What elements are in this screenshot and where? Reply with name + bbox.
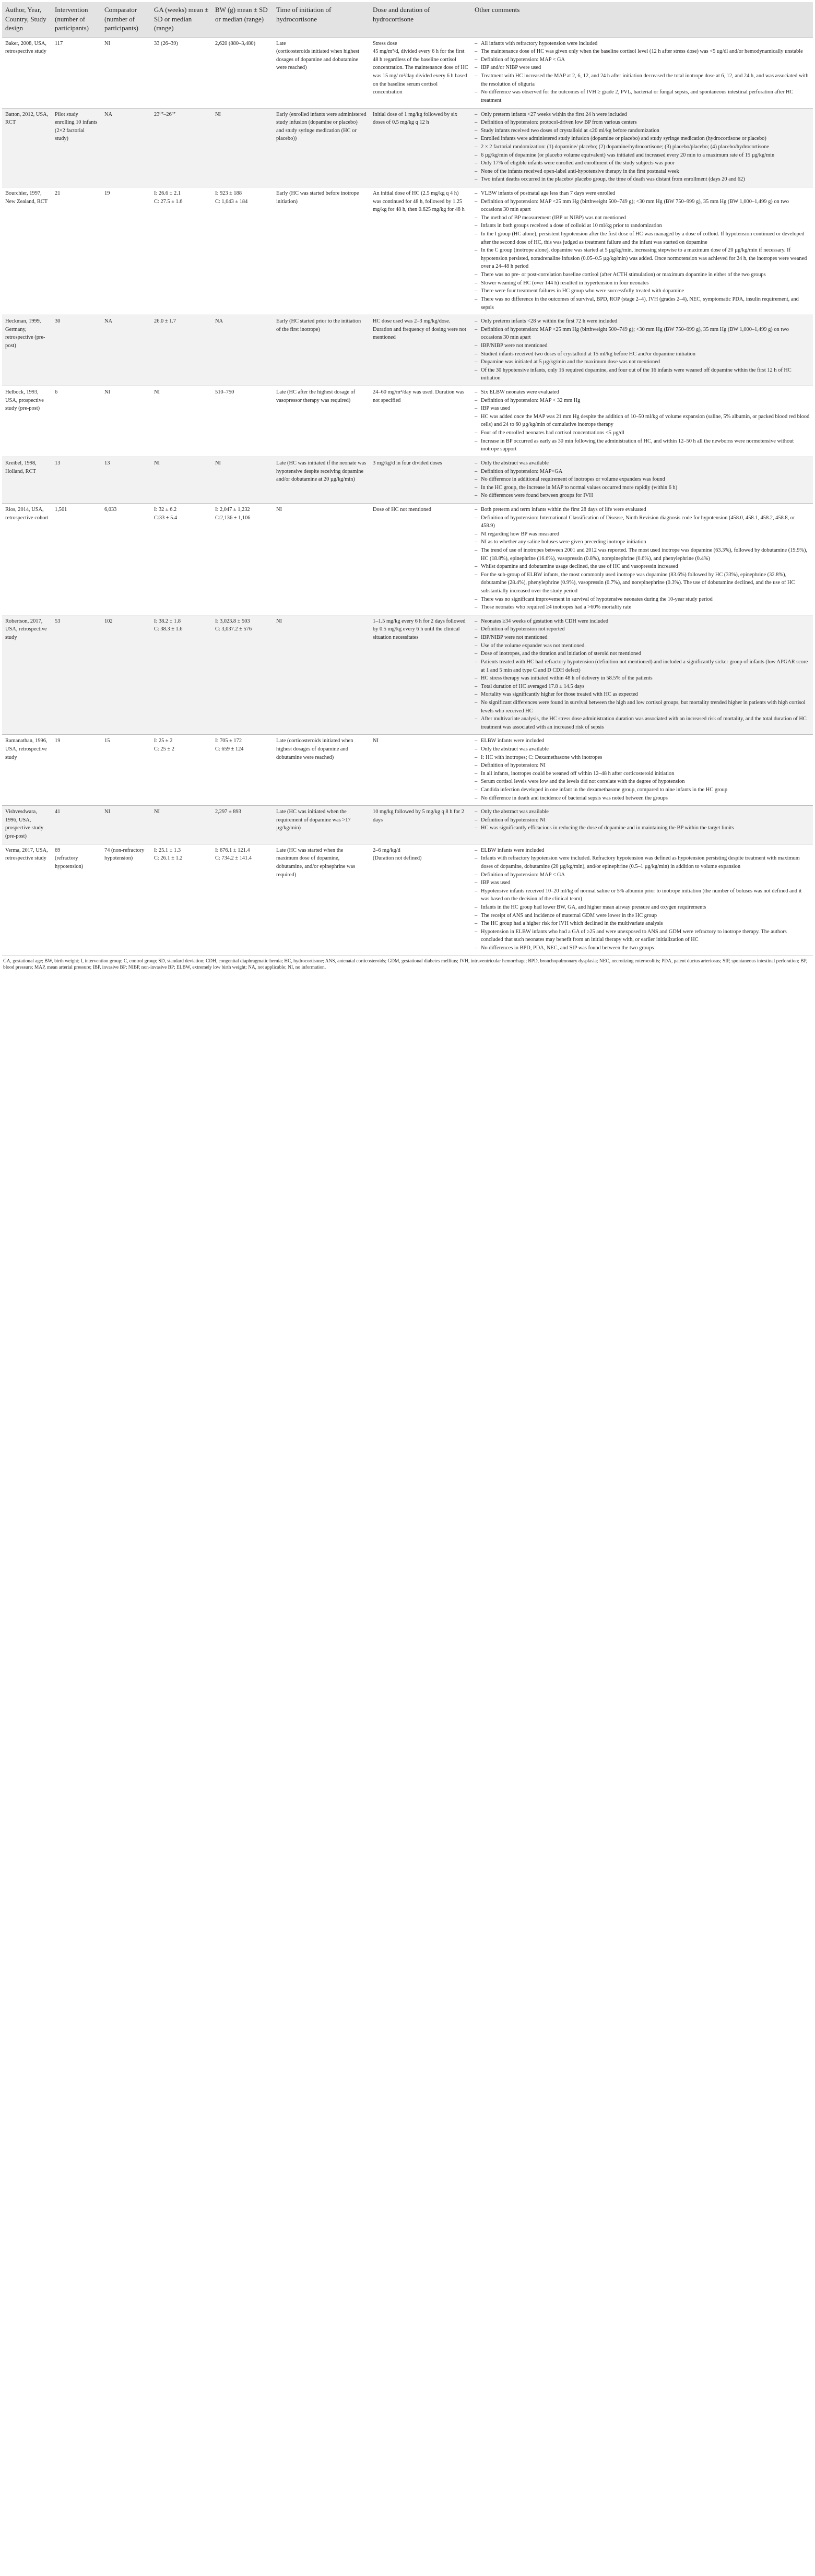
comment-item: – Infants in the HC group had lower BW, GA, and higher mean airway pressure and oxygen requirements xyxy=(480,903,810,912)
table-row xyxy=(2,503,813,615)
ga-cell xyxy=(151,615,212,735)
comment-item: – No differences were found between groups for IVH xyxy=(480,492,810,500)
table-row xyxy=(2,108,813,187)
comment-item: – HC stress therapy was initiated within 48 h of delivery in 58.5% of the patients xyxy=(480,674,810,683)
hc-initiation-cell: NI xyxy=(273,615,370,735)
ga-cell xyxy=(151,315,212,386)
ga-cell xyxy=(151,457,212,503)
column-header: BW (g) mean ± SD or median (range) xyxy=(212,2,273,37)
bw-cell xyxy=(212,187,273,315)
table-body xyxy=(2,37,813,955)
table-row xyxy=(2,844,813,955)
bw-value: I: 2,047 ± 1,232 xyxy=(215,506,250,512)
intervention-cell: 117 xyxy=(52,37,101,108)
comment-item: – All infants with refractory hypotension were included xyxy=(480,40,810,48)
comment-item: – None of the infants received open-label anti-hypotensive therapy in the first postnatal week xyxy=(480,168,810,176)
comment-item: – Only preterm infants <28 w within the first 72 h were included xyxy=(480,317,810,326)
hc-initiation-cell: Late (corticosteroids initiated when highest dosages of dopamine and dobutamine were reached) xyxy=(273,37,370,108)
comment-item: – In the C group (inotrope alone), dopamine was started at 5 µg/kg/min, increasing stepwise to a maximum dose of 20 µg/kg/min if necessary. If hypotension persisted, noradrenaline infusion (0.05–0.5 µg/kg/min) was added. Once normotension was achieved for 24 h, the inotropes were weaned over a 24–48 h period xyxy=(480,246,810,271)
intervention-cell: 21 xyxy=(52,187,101,315)
comment-item: – No difference was observed for the outcomes of IVH ≥ grade 2, PVL, bacterial or fungal sepsis, and spontaneous intestinal perforation after HC treatment xyxy=(480,88,810,104)
bw-value: C: 734.2 ± 141.4 xyxy=(215,855,252,862)
comment-item: – There was no significant improvement in survival of hypotensive neonates during the 10-year study period xyxy=(480,595,810,604)
hc-initiation-cell: Early (HC started prior to the initiation of the first inotrope) xyxy=(273,315,370,386)
table-row xyxy=(2,615,813,735)
comment-item: – Four of the enrolled neonates had cortisol concentrations <5 µg/dl xyxy=(480,429,810,437)
hc-initiation-cell: Early (enrolled infants were administered study infusion (dopamine or placebo) and study syringe medication (HC or placebo)) xyxy=(273,108,370,187)
comment-item: – Definition of hypotension: MAP <25 mm Hg (birthweight 500–749 g); <30 mm Hg (BW 750–999 g), 35 mm Hg (BW 1,000–1,499 g) on two occasions 30 min apart xyxy=(480,198,810,214)
comment-item: – Hypotensive infants received 10–20 ml/kg of normal saline or 5% albumin prior to inotrope initiation (the number of boluses was not defined and it was based on the decision of the clinical team) xyxy=(480,887,810,903)
ga-cell xyxy=(151,844,212,955)
comment-item: – Whilst dopamine and dobutamine usage declined, the use of HC and vasopressin increased xyxy=(480,563,810,571)
comment-item: – There was no difference in the outcomes of survival, BPD, ROP (stage 2–4), IVH (grades 2–4), NEC, symptomatic PDA, insulin requirement, and sepsis xyxy=(480,295,810,312)
hc-dose-cell: Dose of HC not mentioned xyxy=(370,503,471,615)
author-cell: Heckman, 1999, Germany, retrospective (pre-post) xyxy=(2,315,52,386)
comments-cell xyxy=(471,503,813,615)
comment-item: – Of the 30 hypotensive infants, only 16 required dopamine, and four out of the 16 infants were weaned off dopamine within the first 12 h of HC initiation xyxy=(480,366,810,383)
bw-cell xyxy=(212,503,273,615)
comment-item: – Total duration of HC averaged 17.8 ± 14.5 days xyxy=(480,683,810,691)
comparator-cell: 6,033 xyxy=(101,503,151,615)
comments-cell xyxy=(471,844,813,955)
hc-initiation-cell: NI xyxy=(273,503,370,615)
comment-item: – Definition of hypotension not reported xyxy=(480,625,810,634)
comment-item: – Only the abstract was available xyxy=(480,808,810,816)
intervention-cell: 41 xyxy=(52,806,101,844)
comment-item: – Use of the volume expander was not mentioned. xyxy=(480,642,810,650)
comment-item: – ELBW infants were included xyxy=(480,737,810,745)
bw-cell xyxy=(212,457,273,503)
bw-value: 510–750 xyxy=(215,389,234,396)
hc-dose-cell: An initial dose of HC (2.5 mg/kg q 4 h) was continued for 48 h, followed by 1.25 mg/kg for 48 h, then 0.625 mg/kg for 48 h xyxy=(370,187,471,315)
bw-cell xyxy=(212,386,273,457)
comment-item: – Six ELBW neonates were evaluated xyxy=(480,388,810,397)
bw-value: 2,620 (880–3,480) xyxy=(215,40,256,46)
comments-cell xyxy=(471,457,813,503)
comment-item: – No differences in BPD, PDA, NEC, and SIP was found between the two groups xyxy=(480,944,810,952)
comment-item: – Definition of hypotension: MAP <25 mm Hg (birthweight 500–749 g); <30 mm Hg (BW 750–999 g), 35 mm Hg (BW 1,000–1,499 g) on two occasions 30 min apart xyxy=(480,326,810,342)
comment-item: – The maintenance dose of HC was given only when the baseline cortisol level (12 h after stress dose) was <5 ug/dl and/or hemodynamically unstable xyxy=(480,47,810,56)
bw-value: NI xyxy=(215,111,221,117)
comments-list xyxy=(475,808,810,832)
ga-value: C:33 ± 5.4 xyxy=(154,515,178,521)
ga-cell xyxy=(151,37,212,108)
comment-item: – In the HC group, the increase in MAP to normal values occurred more rapidly (within 6 h) xyxy=(480,484,810,492)
comparator-cell: 13 xyxy=(101,457,151,503)
comment-item: – Only the abstract was available xyxy=(480,745,810,754)
ga-value: 23⁰⁷–26⁶⁷ xyxy=(154,111,176,117)
comment-item: – In the I group (HC alone), persistent hypotension after the first dose of HC was managed by a dose of colloid. If hypotension continued or developed after the second dose of HC, this was judged as treatment failure and the infant was started on dopamine xyxy=(480,230,810,246)
evidence-table-page xyxy=(2,2,813,971)
table-row xyxy=(2,457,813,503)
author-cell: Ramanathan, 1996, USA, retrospective study xyxy=(2,735,52,806)
comment-item: – HC was significantly efficacious in reducing the dose of dopamine and in maintaining the BP within the target limits xyxy=(480,824,810,832)
intervention-cell: 19 xyxy=(52,735,101,806)
table-row xyxy=(2,187,813,315)
hc-dose-cell: 1–1.5 mg/kg every 6 h for 2 days followed by 0.5 mg/kg every 6 h until the clinical situation necessitates xyxy=(370,615,471,735)
comments-cell xyxy=(471,315,813,386)
comment-item: – Both preterm and term infants within the first 28 days of life were evaluated xyxy=(480,506,810,514)
hc-dose-cell: NI xyxy=(370,735,471,806)
comment-item: – IBP/NIBP were not mentioned xyxy=(480,342,810,350)
table-row xyxy=(2,735,813,806)
comment-item: – No difference in death and incidence of bacterial sepsis was noted between the groups xyxy=(480,794,810,803)
hc-dose-cell: Stress dose 45 mg/m²/d, divided every 6 h for the first 48 h regardless of the baseline cortisol concentration. The maintenance dose of HC was 15 mg/ m²/day divided every 6 h based on the baseline serum cortisol concentration xyxy=(370,37,471,108)
comment-item: – There was no pre- or post-correlation baseline cortisol (after ACTH stimulation) or maximum dopamine in either of the two groups xyxy=(480,271,810,279)
comment-item: – HC was added once the MAP was 21 mm Hg despite the addition of 10–50 ml/kg of volume expansion (saline, 5% albumin, or packed blood red blood cells) and 24 to 60 µg/kg/min of cumulative inotrope therapy xyxy=(480,413,810,429)
comparator-cell: 102 xyxy=(101,615,151,735)
comparator-cell: NI xyxy=(101,386,151,457)
ga-value: I: 26.6 ± 2.1 xyxy=(154,190,181,196)
hc-initiation-cell: Late (corticosteroids initiated when highest dosages of dopamine and dobutamine were reached) xyxy=(273,735,370,806)
bw-cell xyxy=(212,806,273,844)
comment-item: – For the sub-group of ELBW infants, the most commonly used inotrope was dopamine (83.6%) followed by HC (33%), epinephrine (32.8%), dobutamine (28.4%), phenylephrine (0.9%), vasopressin (0.7%), and norepinephrine (0.3%). The use of dobutamine declined, and the use of HC substantially increased over the study period xyxy=(480,571,810,595)
author-cell: Bourchier, 1997, New Zealand, RCT xyxy=(2,187,52,315)
comment-item: – Candida infection developed in one infant in the dexamethasone group, compared to nine infants in the HC group xyxy=(480,786,810,794)
ga-cell xyxy=(151,108,212,187)
column-header: Dose and duration of hydrocortisone xyxy=(370,2,471,37)
comment-item: – No difference in additional requirement of inotropes or volume expanders was found xyxy=(480,475,810,484)
comment-item: – Only preterm infants <27 weeks within the first 24 h were included xyxy=(480,111,810,119)
hc-dose-cell: 10 mg/kg followed by 5 mg/kg q 8 h for 2 days xyxy=(370,806,471,844)
author-cell: Verma, 2017, USA, retrospective study xyxy=(2,844,52,955)
column-header: Author, Year, Country, Study design xyxy=(2,2,52,37)
bw-value: C:2,136 ± 1,106 xyxy=(215,515,251,521)
author-cell: Batton, 2012, USA, RCT xyxy=(2,108,52,187)
bw-value: 2,297 ± 893 xyxy=(215,809,241,815)
intervention-cell: Pilot study enrolling 10 infants (2×2 factorial study) xyxy=(52,108,101,187)
comment-item: – The HC group had a higher risk for IVH which declined in the multivariate analysis xyxy=(480,920,810,928)
hc-dose-cell: Initial dose of 1 mg/kg followed by six doses of 0.5 mg/kg q 12 h xyxy=(370,108,471,187)
comparator-cell: 74 (non-refractory hypotension) xyxy=(101,844,151,955)
comment-item: – Definition of hypotension: International Classification of Disease, Ninth Revision diagnosis code for hypotension (458.0, 458.1, 458.2, 458.8, or 458.9) xyxy=(480,514,810,530)
bw-cell xyxy=(212,615,273,735)
bw-cell xyxy=(212,735,273,806)
comments-list xyxy=(475,617,810,732)
ga-cell xyxy=(151,806,212,844)
comments-list xyxy=(475,388,810,454)
column-header: GA (weeks) mean ± SD or median (range) xyxy=(151,2,212,37)
comment-item: – The trend of use of inotropes between 2001 and 2012 was reported. The most used inotrope was dopamine (63.3%), followed by dobutamine (19.9%), HC (18.8%), epinephrine (16.6%), vasopressin (0.8%), norepinephrine (0.6%), and phenylephrine (0.4%) xyxy=(480,546,810,563)
bw-cell xyxy=(212,37,273,108)
table-row xyxy=(2,806,813,844)
author-cell: Baker, 2008, USA, retrospective study xyxy=(2,37,52,108)
comment-item: – ELBW infants were included xyxy=(480,846,810,855)
comment-item: – Only the abstract was available xyxy=(480,459,810,468)
comment-item: – Definition of hypotension: NI xyxy=(480,816,810,825)
intervention-cell: 69 (refractory hypotension) xyxy=(52,844,101,955)
comment-item: – Definition of hypotension: NI xyxy=(480,761,810,770)
comments-list xyxy=(475,459,810,500)
column-header: Other comments xyxy=(471,2,813,37)
comment-item: – Studied infants received two doses of crystalloid at 15 ml/kg before HC and/or dopamine initiation xyxy=(480,350,810,359)
table-row xyxy=(2,315,813,386)
ga-value: I: 25.1 ± 1.3 xyxy=(154,847,181,853)
comment-item: – IBP was used xyxy=(480,879,810,887)
hc-initiation-cell: Late (HC after the highest dosage of vasopressor therapy was required) xyxy=(273,386,370,457)
comment-item: – The method of BP measurement (IBP or NIBP) was not mentioned xyxy=(480,214,810,222)
comments-cell xyxy=(471,386,813,457)
intervention-cell: 53 xyxy=(52,615,101,735)
author-cell: Rios, 2014, USA, retrospective cohort xyxy=(2,503,52,615)
comments-list xyxy=(475,40,810,105)
comment-item: – Increase in BP occurred as early as 30 min following the administration of HC, and within 12–50 h all the newborns were normotensive without inotrope support xyxy=(480,437,810,454)
comparator-cell: 19 xyxy=(101,187,151,315)
column-header: Comparator (number of participants) xyxy=(101,2,151,37)
comparator-cell: 15 xyxy=(101,735,151,806)
comments-cell xyxy=(471,108,813,187)
intervention-cell: 1,501 xyxy=(52,503,101,615)
comment-item: – VLBW infants of postnatal age less than 7 days were enrolled xyxy=(480,189,810,198)
comments-list xyxy=(475,737,810,802)
table-row xyxy=(2,386,813,457)
hc-dose-cell: 3 mg/kg/d in four divided doses xyxy=(370,457,471,503)
comment-item: – IBP/NIBP were not mentioned xyxy=(480,634,810,642)
ga-value: 26.0 ± 1.7 xyxy=(154,318,176,325)
bw-value: C: 659 ± 124 xyxy=(215,746,244,752)
comments-cell xyxy=(471,37,813,108)
intervention-cell: 6 xyxy=(52,386,101,457)
ga-value: I: 32 ± 6.2 xyxy=(154,506,177,512)
bw-value: I: 676.1 ± 121.4 xyxy=(215,847,250,853)
bw-value: NI xyxy=(215,460,221,466)
comment-item: – Mortality was significantly higher for those treated with HC as expected xyxy=(480,690,810,699)
comparator-cell: NI xyxy=(101,806,151,844)
comparator-cell: NA xyxy=(101,315,151,386)
comments-cell xyxy=(471,615,813,735)
studies-table xyxy=(2,2,813,956)
bw-value: I: 923 ± 188 xyxy=(215,190,242,196)
hc-dose-cell: HC dose used was 2–3 mg/kg/dose. Duration and frequency of dosing were not mentioned xyxy=(370,315,471,386)
hc-dose-cell: 24–60 mg/m²/day was used. Duration was not specified xyxy=(370,386,471,457)
intervention-cell: 13 xyxy=(52,457,101,503)
ga-value: 33 (26–39) xyxy=(154,40,178,46)
ga-value: I: 38.2 ± 1.8 xyxy=(154,618,181,624)
comment-item: – Serum cortisol levels were low and the levels did not correlate with the degree of hypotension xyxy=(480,778,810,786)
comments-cell xyxy=(471,806,813,844)
comments-list xyxy=(475,506,810,612)
comment-item: – IBP and/or NIBP were used xyxy=(480,64,810,72)
comment-item: – Only 17% of eligible infants were enrolled and enrollment of the study subjects was poor xyxy=(480,159,810,168)
comments-list xyxy=(475,846,810,952)
comment-item: – The receipt of ANS and incidence of maternal GDM were lower in the HC group xyxy=(480,912,810,920)
ga-value: C: 25 ± 2 xyxy=(154,746,174,752)
comparator-cell: NI xyxy=(101,37,151,108)
comment-item: – Patients treated with HC had refractory hypotension (definition not mentioned) and included a significantly sicker group of infants (low APGAR score at 1 and 5 min and type C and D CDH defect) xyxy=(480,658,810,674)
hc-dose-cell: 2–6 mg/kg/d (Duration not defined) xyxy=(370,844,471,955)
comment-item: – Dose of inotropes, and the titration and initiation of steroid not mentioned xyxy=(480,650,810,658)
author-cell: Vishvesdwara, 1996, USA, prospective study (pre-post) xyxy=(2,806,52,844)
author-cell: Helbock, 1993, USA, prospective study (pre-post) xyxy=(2,386,52,457)
ga-value: NI xyxy=(154,460,160,466)
comment-item: – No significant differences were found in survival between the high and low cortisol groups, but mortality trended higher in patients with high cortisol levels who received HC xyxy=(480,699,810,715)
comment-item: – After multivariate analysis, the HC stress dose administration duration was associated with an increased risk of mortality, and the total duration of HC treatment was associated with an increased risk of sepsis xyxy=(480,715,810,731)
table-footnote: GA, gestational age; BW, birth weight; I, intervention group; C, control group; SD, standard deviation; CDH, congenital diaphragmatic hernia; HC, hydrocortisone; ANS, antenatal corticosteroids; GDM, gestational diabetes mellitus; IVH, intraventricular hemorrhage; BPD, bronchopulmonary dysplasia; NEC, necrotizing enterocolitis; PDA, patent ductus arteriosus; SIP, spontaneous intestinal perforation; BP, blood pressure; MAP, mean arterial pressure; IBP, invasive BP; NIBP, non-invasive BP; ELBW, extremely low birth weight; NA, not applicable; NI, no information. xyxy=(2,956,813,971)
ga-value: C: 26.1 ± 1.2 xyxy=(154,855,183,862)
bw-value: C: 3,037.2 ± 576 xyxy=(215,626,252,633)
comment-item: – 2 × 2 factorial randomization: (1) dopamine/ placebo; (2) dopamine/hydrocortisone; (3) placebo/placebo; (4) placebo/hydrocortisone xyxy=(480,143,810,151)
comment-item: – In all infants, inotropes could be weaned off within 12–48 h after corticosteroid initiation xyxy=(480,770,810,778)
comment-item: – Two infant deaths occurred in the placebo/ placebo group, the time of death was distant from enrollment (days 20 and 62) xyxy=(480,175,810,184)
table-header-row xyxy=(2,2,813,37)
hc-initiation-cell: Late (HC was initiated when the requirement of dopamine was >17 µg/kg/min) xyxy=(273,806,370,844)
ga-cell xyxy=(151,187,212,315)
ga-cell xyxy=(151,386,212,457)
ga-value: I: 25 ± 2 xyxy=(154,738,173,744)
hc-initiation-cell: Early (HC was started before inotrope initiation) xyxy=(273,187,370,315)
bw-value: C: 1,043 ± 184 xyxy=(215,198,248,205)
comment-item: – Slower weaning of HC (over 144 h) resulted in hypertension in four neonates xyxy=(480,279,810,288)
comment-item: – NI regarding how BP was measured xyxy=(480,530,810,539)
table-row xyxy=(2,37,813,108)
comments-cell xyxy=(471,187,813,315)
comment-item: – Study infants received two doses of crystalloid at ≤20 ml/kg before randomization xyxy=(480,127,810,135)
comments-list xyxy=(475,111,810,184)
bw-value: I: 705 ± 172 xyxy=(215,738,242,744)
comment-item: – Neonates ≥34 weeks of gestation with CDH were included xyxy=(480,617,810,626)
comment-item: – IBP was used xyxy=(480,404,810,413)
column-header: Intervention (number of participants) xyxy=(52,2,101,37)
hc-initiation-cell: Late (HC was initiated if the neonate was hypotensive despite receiving dopamine and/or dobutamine at 20 µg/kg/min) xyxy=(273,457,370,503)
comment-item: – I: HC with inotropes; C: Dexamethasone with inotropes xyxy=(480,754,810,762)
comment-item: – Infants with refractory hypotension were included. Refractory hypotension was defined as hypotension persisting despite treatment with maximum doses of dopamine, dobutamine (20 µg/kg/min), and/or epinephrine (0.5–1 µg/kg/min) in addition to volume expansion xyxy=(480,854,810,870)
comment-item: – Dopamine was initiated at 5 µg/kg/min and the maximum dose was not mentioned xyxy=(480,358,810,366)
ga-value: C: 27.5 ± 1.6 xyxy=(154,198,183,205)
column-header: Time of initiation of hydrocortisone xyxy=(273,2,370,37)
comment-item: – Definition of hypotension: MAP<GA xyxy=(480,468,810,476)
comment-item: – Definition of hypotension: MAP < GA xyxy=(480,871,810,879)
bw-value: I: 3,023.8 ± 503 xyxy=(215,618,250,624)
intervention-cell: 30 xyxy=(52,315,101,386)
comparator-cell: NA xyxy=(101,108,151,187)
author-cell: Robertson, 2017, USA, retrospective study xyxy=(2,615,52,735)
ga-cell xyxy=(151,735,212,806)
comment-item: – Infants in both groups received a dose of colloid at 10 ml/kg prior to randomization xyxy=(480,222,810,230)
comments-list xyxy=(475,189,810,312)
hc-initiation-cell: Late (HC was started when the maximum dose of dopamine, dobutamine, and/or epinephrine was required) xyxy=(273,844,370,955)
author-cell: Kreibel, 1998, Holland, RCT xyxy=(2,457,52,503)
comment-item: – Hypotension in ELBW infants who had a GA of ≥25 and were unexposed to ANS and GDM were refractory to inotrope therapy. The authors concluded that such neonates may benefit from an initial therapy with, or earlier initialization of HC xyxy=(480,928,810,944)
comment-item: – Definition of hypotension: MAP < GA xyxy=(480,56,810,64)
comment-item: – Those neonates who required ≥4 inotropes had a >60% mortality rate xyxy=(480,603,810,612)
ga-value: NI xyxy=(154,389,160,396)
ga-cell xyxy=(151,503,212,615)
bw-cell xyxy=(212,844,273,955)
bw-cell xyxy=(212,108,273,187)
comment-item: – Definition of hypotension: MAP < 32 mm Hg xyxy=(480,397,810,405)
comments-cell xyxy=(471,735,813,806)
comment-item: – Treatment with HC increased the MAP at 2, 6, 12, and 24 h after initiation decreased the total inotrope dose at 6, 12, and 24 h, and was associated with the resolution of oliguria xyxy=(480,72,810,88)
comment-item: – Enrolled infants were administered study infusion (dopamine or placebo) and study syringe medication (hydrocortisone or placebo) xyxy=(480,135,810,143)
comment-item: – Definition of hypotension: protocol-driven low BP from various centers xyxy=(480,118,810,127)
ga-value: C: 38.3 ± 1.6 xyxy=(154,626,183,633)
comment-item: – There were four treatment failures in HC group who were successfully treated with dopamine xyxy=(480,287,810,295)
bw-cell xyxy=(212,315,273,386)
bw-value: NA xyxy=(215,318,223,325)
comment-item: – NI as to whether any saline boluses were given preceding inotrope initiation xyxy=(480,538,810,546)
comments-list xyxy=(475,317,810,383)
comment-item: – 6 µg/kg/min of dopamine (or placebo volume equivalent) was initiated and increased every 20 min to a maximum rate of 15 µg/kg/min xyxy=(480,151,810,160)
ga-value: NI xyxy=(154,809,160,815)
